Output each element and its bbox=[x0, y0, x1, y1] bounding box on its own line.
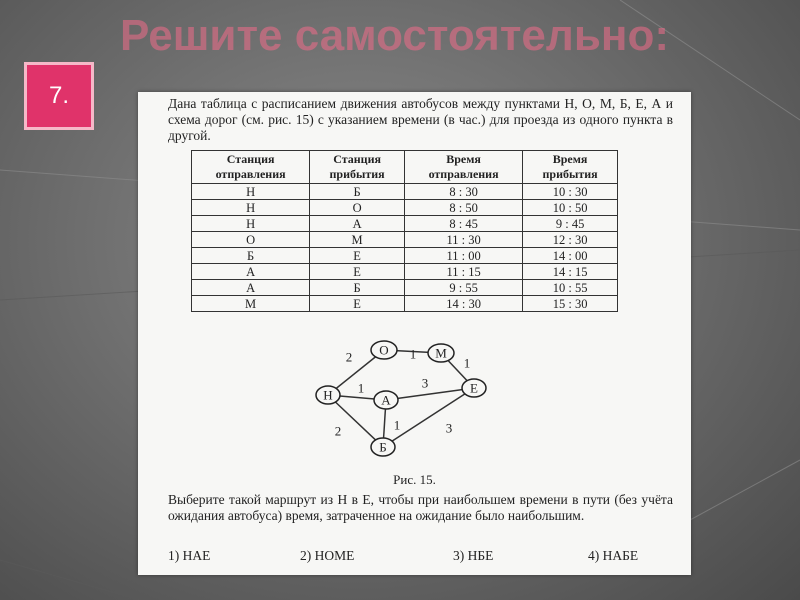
cell-departure-station: А bbox=[192, 280, 310, 296]
problem-intro: Дана таблица с расписанием движения автобусов между пунктами Н, О, М, Б, Е, А и схема дорог (см. рис. 15) с указанием времени (в час.) для проезда из одного пункта в другой. bbox=[168, 96, 673, 143]
answer-option-4[interactable]: 4) НАБЕ bbox=[588, 548, 639, 563]
cell-arrival-station: Е bbox=[310, 248, 405, 264]
cell-departure-station: Н bbox=[192, 200, 310, 216]
cell-arrival-station: О bbox=[310, 200, 405, 216]
cell-arrival-time: 10 : 55 bbox=[523, 280, 618, 296]
node-label-a: А bbox=[381, 392, 391, 408]
cell-arrival-station: Е bbox=[310, 264, 405, 280]
question-text: Выберите такой маршрут из Н в Е, чтобы при наибольшем времени в пути (без учёта ожидания автобуса) время, затраченное на ожидание было наибольшим. bbox=[168, 492, 673, 523]
table-row bbox=[192, 216, 618, 232]
cell-arrival-time: 9 : 45 bbox=[523, 216, 618, 232]
cell-arrival-station: А bbox=[310, 216, 405, 232]
cell-arrival-station: Б bbox=[310, 184, 405, 200]
cell-arrival-station: Е bbox=[310, 296, 405, 312]
cell-departure-time: 8 : 45 bbox=[404, 216, 522, 232]
table-row bbox=[192, 200, 618, 216]
answer-option-2[interactable]: 2) НОМЕ bbox=[300, 548, 355, 563]
table-header-row bbox=[192, 151, 618, 184]
road-graph bbox=[308, 337, 498, 467]
cell-arrival-time: 15 : 30 bbox=[523, 296, 618, 312]
edge-weight-n-b: 2 bbox=[334, 423, 342, 439]
cell-departure-time: 8 : 30 bbox=[404, 184, 522, 200]
cell-departure-station: М bbox=[192, 296, 310, 312]
edge-weight-a-e: 3 bbox=[421, 375, 429, 391]
figure-caption: Рис. 15. bbox=[393, 472, 436, 487]
header-departure-time: Время отправления bbox=[404, 151, 522, 184]
cell-departure-time: 11 : 30 bbox=[404, 232, 522, 248]
header-departure-station: Станция отправления bbox=[192, 151, 310, 184]
table-row bbox=[192, 264, 618, 280]
edge-a-e bbox=[386, 388, 474, 400]
cell-arrival-time: 14 : 15 bbox=[523, 264, 618, 280]
cell-departure-time: 14 : 30 bbox=[404, 296, 522, 312]
node-label-m: М bbox=[435, 345, 447, 361]
answer-option-1[interactable]: 1) НАЕ bbox=[168, 548, 211, 563]
header-arrival-time: Время прибытия bbox=[523, 151, 618, 184]
edge-weight-n-a: 1 bbox=[357, 380, 365, 396]
cell-departure-time: 11 : 00 bbox=[404, 248, 522, 264]
cell-departure-station: О bbox=[192, 232, 310, 248]
table-row bbox=[192, 184, 618, 200]
answer-option-3[interactable]: 3) НБЕ bbox=[453, 548, 494, 563]
cell-arrival-time: 12 : 30 bbox=[523, 232, 618, 248]
cell-arrival-time: 14 : 00 bbox=[523, 248, 618, 264]
table-row bbox=[192, 248, 618, 264]
edge-weight-a-b: 1 bbox=[393, 417, 401, 433]
cell-departure-station: Н bbox=[192, 216, 310, 232]
node-label-o: О bbox=[379, 342, 389, 358]
schedule-table bbox=[191, 150, 618, 312]
node-label-b: Б bbox=[379, 439, 387, 455]
edge-weight-n-o: 2 bbox=[345, 349, 353, 365]
cell-arrival-time: 10 : 50 bbox=[523, 200, 618, 216]
cell-departure-station: Б bbox=[192, 248, 310, 264]
table-row bbox=[192, 232, 618, 248]
table-row bbox=[192, 280, 618, 296]
cell-arrival-time: 10 : 30 bbox=[523, 184, 618, 200]
node-label-n: Н bbox=[323, 387, 333, 403]
cell-arrival-station: М bbox=[310, 232, 405, 248]
node-label-e: Е bbox=[470, 380, 478, 396]
header-arrival-station: Станция прибытия bbox=[310, 151, 405, 184]
task-number-badge bbox=[24, 62, 94, 130]
cell-arrival-station: Б bbox=[310, 280, 405, 296]
table-row bbox=[192, 296, 618, 312]
slide-title: Решите самостоятельно: bbox=[120, 11, 669, 60]
cell-departure-station: А bbox=[192, 264, 310, 280]
edge-weight-o-m: 1 bbox=[409, 346, 417, 362]
cell-departure-time: 9 : 55 bbox=[404, 280, 522, 296]
edge-weight-b-e: 3 bbox=[445, 420, 453, 436]
problem-document bbox=[138, 92, 691, 575]
task-number: 7. bbox=[48, 82, 69, 109]
cell-departure-time: 11 : 15 bbox=[404, 264, 522, 280]
edge-weight-m-e: 1 bbox=[463, 355, 471, 371]
cell-departure-time: 8 : 50 bbox=[404, 200, 522, 216]
cell-departure-station: Н bbox=[192, 184, 310, 200]
